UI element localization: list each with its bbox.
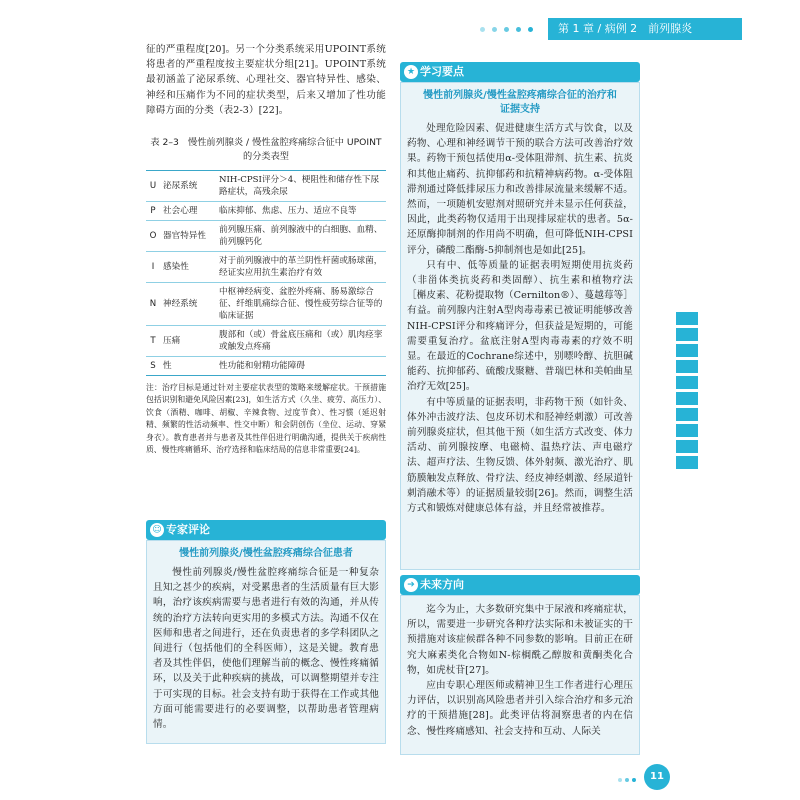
expert-comment-box [146, 540, 386, 744]
table-row [146, 252, 386, 283]
table-domain-cell: 神经系统 [160, 283, 216, 326]
table-letter-cell: T [146, 326, 160, 357]
table-domain-cell: 社会心理 [160, 202, 216, 221]
table-desc-cell: 中枢神经病变、盆腔外疼痛、肠易激综合征、纤维肌痛综合征、慢性疲劳综合征等的临床证据 [216, 283, 386, 326]
table-desc-cell: 临床抑郁、焦虑、压力、适应不良等 [216, 202, 386, 221]
arrow-right-icon: ➔ [404, 578, 418, 592]
table-row [146, 357, 386, 376]
table-row [146, 283, 386, 326]
table-desc-cell: NIH-CPSI评分＞4、梗阻性和储存性下尿路症状，高残余尿 [216, 171, 386, 202]
table-desc-cell: 对于前列腺液中的革兰阴性杆菌或肠球菌，经证实应用抗生素治疗有效 [216, 252, 386, 283]
future-directions-section [400, 575, 640, 755]
table-row [146, 221, 386, 252]
table-domain-cell: 压痛 [160, 326, 216, 357]
table-note: 注：治疗目标是通过针对主要症状表型的策略来缓解症状。干预措施包括识别和避免风险因素[23]，如生活方式（久坐、疲劳、高压力）、饮食（酒精、咖啡、胡椒、辛辣食物、过度节食）、性习惯（延迟射精、频繁的性活动频率、性交中断）和会阴创伤（坐位、运动、穿紧身衣）。教育患者并与患者及其性伴侣进行明确沟通，提供关于疾病性质、慢性疼痛循环、治疗选择和临床结局的信息非常重要[24]。 [146, 383, 386, 455]
table-row [146, 171, 386, 202]
learning-paragraph-2: 只有中、低等质量的证据表明短期使用抗炎药（非甾体类抗炎药和类固醇）、抗生素和植物疗法［槲皮素、花粉提取物（Cernilton®）、蔓越莓等］有益。前列腺内注射A型肉毒毒素已被证明能够改善NIH-CPSI评分和疼痛评分，但获益是短期的，可能需要重复治疗。盆底注射A型肉毒毒素的疗效不明显。在最近的Cochrane综述中，别嘌呤醇、抗胆碱能药、抗抑郁药、硫酸戊聚糖、普瑞巴林和美帕曲星治疗无效[25]。 [407, 259, 634, 393]
intro-paragraph: 征的严重程度[20]。另一个分类系统采用UPOINT系统将患者的严重程度按主要症状分组[21]。UPOINT系统最初涵盖了泌尿系统、心理社交、器官特异性、感染、神经和压痛作为不同的症状类型，后来又增加了性功能障碍方面的分类（表2-3）[22]。 [146, 44, 386, 116]
chapter-tabs [676, 312, 698, 472]
table-domain-cell: 器官特异性 [160, 221, 216, 252]
table-desc-cell: 性功能和射精功能障碍 [216, 357, 386, 376]
table-letter-cell: U [146, 171, 160, 202]
future-directions-box [400, 595, 640, 755]
expert-comment-title: 慢性前列腺炎/慢性盆腔疼痛综合征患者 [179, 548, 353, 559]
star-icon: ★ [404, 65, 418, 79]
table-letter-cell: N [146, 283, 160, 326]
expert-comment-body: 慢性前列腺炎/慢性盆腔疼痛综合征是一种复杂且知之甚少的疾病，对受累患者的生活质量有巨大影响，治疗该疾病需要与患者进行有效的沟通，并从传统的治疗方法转向更实用的多模式方法。沟通不仅在医师和患者之间进行，还在负责患者的多学科团队之间进行（包括他们的全科医师），这是关键。教育患者及其性伴侣，使他们理解当前的概念、慢性疼痛循环，以及关于此种疾病的挑战，可以调整期望并专注于可实现的目标。社会支持有助于获得在工作或其他方面可能需要进行的必要调整，以帮助患者管理病情。 [153, 567, 379, 731]
learning-points-title: 慢性前列腺炎/慢性盆腔疼痛综合征的治疗和 证据支持 [423, 90, 617, 115]
learning-points-section [400, 62, 640, 570]
header-dots-decoration [470, 20, 540, 38]
learning-points-box [400, 82, 640, 570]
learning-paragraph-3: 有中等质量的证据表明，非药物干预（如针灸、体外冲击波疗法、包皮环切术和胫神经刺激）可改善前列腺炎症状，但其他干预（如生活方式改变、体力活动、前列腺按摩、电磁椅、温热疗法、声电磁疗法、超声疗法、生物反馈、体外射频、激光治疗、肌筋膜触发点释放、骨疗法、经皮神经刺激、经尿道针刺消融术等）的证据质量较弱[26]。然而，调整生活方式和锻炼对健康总体有益，并且经常被推荐。 [407, 396, 633, 515]
future-paragraph-1: 迄今为止，大多数研究集中于尿液和疼痛症状，所以，需要进一步研究各种疗法实际和未被证实的干预措施对该症候群各种不同参数的影响。目前正在研究大麻素类化合物如N-棕榈酰乙醇胺和黄酮类化合物，如虎杖苷[27]。 [407, 604, 633, 676]
table-letter-cell: I [146, 252, 160, 283]
page-number-dots [618, 778, 642, 784]
table-letter-cell: O [146, 221, 160, 252]
table-desc-cell: 前列腺压痛、前列腺液中的白细胞、血精、前列腺钙化 [216, 221, 386, 252]
upoint-table [146, 170, 386, 376]
expert-comment-header: ☺ 专家评论 [146, 520, 386, 540]
left-column [146, 42, 386, 456]
table-letter-cell: S [146, 357, 160, 376]
table-desc-cell: 腹部和（或）骨盆底压痛和（或）肌肉痉挛或触发点疼痛 [216, 326, 386, 357]
table-row [146, 326, 386, 357]
chat-icon: ☺ [150, 523, 164, 537]
table-caption: 表 2–3 慢性前列腺炎 / 慢性盆腔疼痛综合征中 UPOINT 的分类表型 [150, 137, 382, 163]
learning-points-header: ★ 学习要点 [400, 62, 640, 82]
future-paragraph-2: 应由专职心理医师或精神卫生工作者进行心理压力评估，以识别高风险患者并引入综合治疗和多元治疗的干预措施[28]。此类评估将洞察患者的内在信念、慢性疼痛感知、社会支持和互动、人际关 [407, 680, 633, 737]
table-domain-cell: 性 [160, 357, 216, 376]
future-directions-header: ➔ 未来方向 [400, 575, 640, 595]
chapter-header: 第 1 章 / 病例 2 前列腺炎 [548, 18, 742, 40]
table-row [146, 202, 386, 221]
page-number: 11 [644, 764, 670, 790]
table-domain-cell: 感染性 [160, 252, 216, 283]
learning-paragraph-1: 处理危险因素、促进健康生活方式与饮食，以及药物、心理和神经调节干预的联合方法可改善治疗效果。药物干预包括使用α-受体阻滞剂、抗生素、抗炎和其他止痛药、抗抑郁药和抗精神病药物。α-受体阻滞剂通过降低排尿压力和改善排尿流量来缓解不适。然而，一项随机安慰剂对照研究并未显示任何获益，因此，此类药物仅适用于出现排尿症状的患者。5α-还原酶抑制剂的作用尚不明确，但可降低NIH-CPSI评分，磷酸二酯酶-5抑制剂也是如此[25]。 [407, 123, 633, 256]
table-letter-cell: P [146, 202, 160, 221]
table-domain-cell: 泌尿系统 [160, 171, 216, 202]
expert-comment-section [146, 520, 386, 744]
